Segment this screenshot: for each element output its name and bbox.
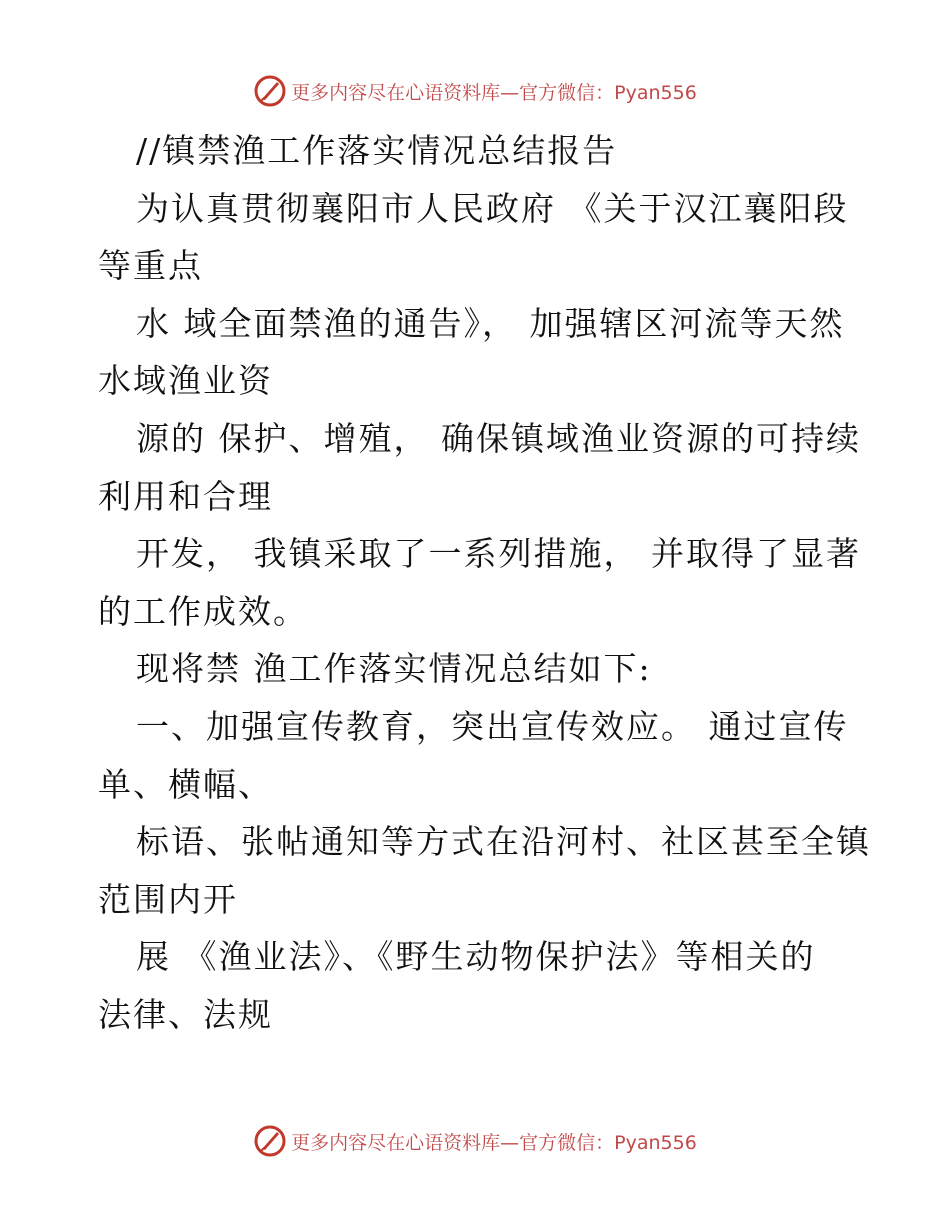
watermark-contact: —官方微信：Pyan556 [500, 1131, 697, 1154]
paragraph-line: 法律、法规 [98, 994, 273, 1034]
paragraph-line: 现将禁 渔工作落实情况总结如下: [136, 649, 652, 689]
header-watermark [0, 74, 950, 108]
paragraph-line: 为认真贯彻襄阳市人民政府 《关于汉江襄阳段 [136, 188, 849, 228]
paragraph-line: 等重点 [98, 246, 203, 286]
document-title: //镇禁渔工作落实情况总结报告 [136, 131, 618, 170]
paragraph-line: 单、横幅、 [98, 764, 273, 804]
paragraph-line: 开发， 我镇采取了一系列措施， 并取得了显著 [136, 534, 861, 574]
watermark-text: 更多内容尽在心语资料库 [291, 1131, 501, 1154]
watermark-contact: —官方微信：Pyan556 [500, 81, 697, 104]
paragraph-line: 展 《渔业法》、《野生动物保护法》等相关的 [136, 937, 816, 977]
document-body [98, 122, 898, 1044]
paragraph-line: 水域渔业资 [98, 361, 273, 401]
paragraph-line: 范围内开 [98, 879, 238, 919]
paragraph-line: 利用和合理 [98, 476, 273, 516]
paragraph-line: 标语、张帖通知等方式在沿河村、社区甚至全镇 [136, 822, 871, 862]
section-heading-line: 一、加强宣传教育，突出宣传效应。 通过宣传 [136, 706, 849, 746]
paragraph-line: 的工作成效。 [98, 591, 308, 631]
watermark-text: 更多内容尽在心语资料库 [291, 81, 501, 104]
paragraph-line: 水 域全面禁渔的通告》， 加强辖区河流等天然 [136, 303, 845, 343]
quill-logo-icon [253, 74, 287, 108]
paragraph-line: 源的 保护、增殖， 确保镇域渔业资源的可持续 [136, 418, 861, 458]
quill-logo-icon [253, 1124, 287, 1158]
footer-watermark [0, 1124, 950, 1158]
